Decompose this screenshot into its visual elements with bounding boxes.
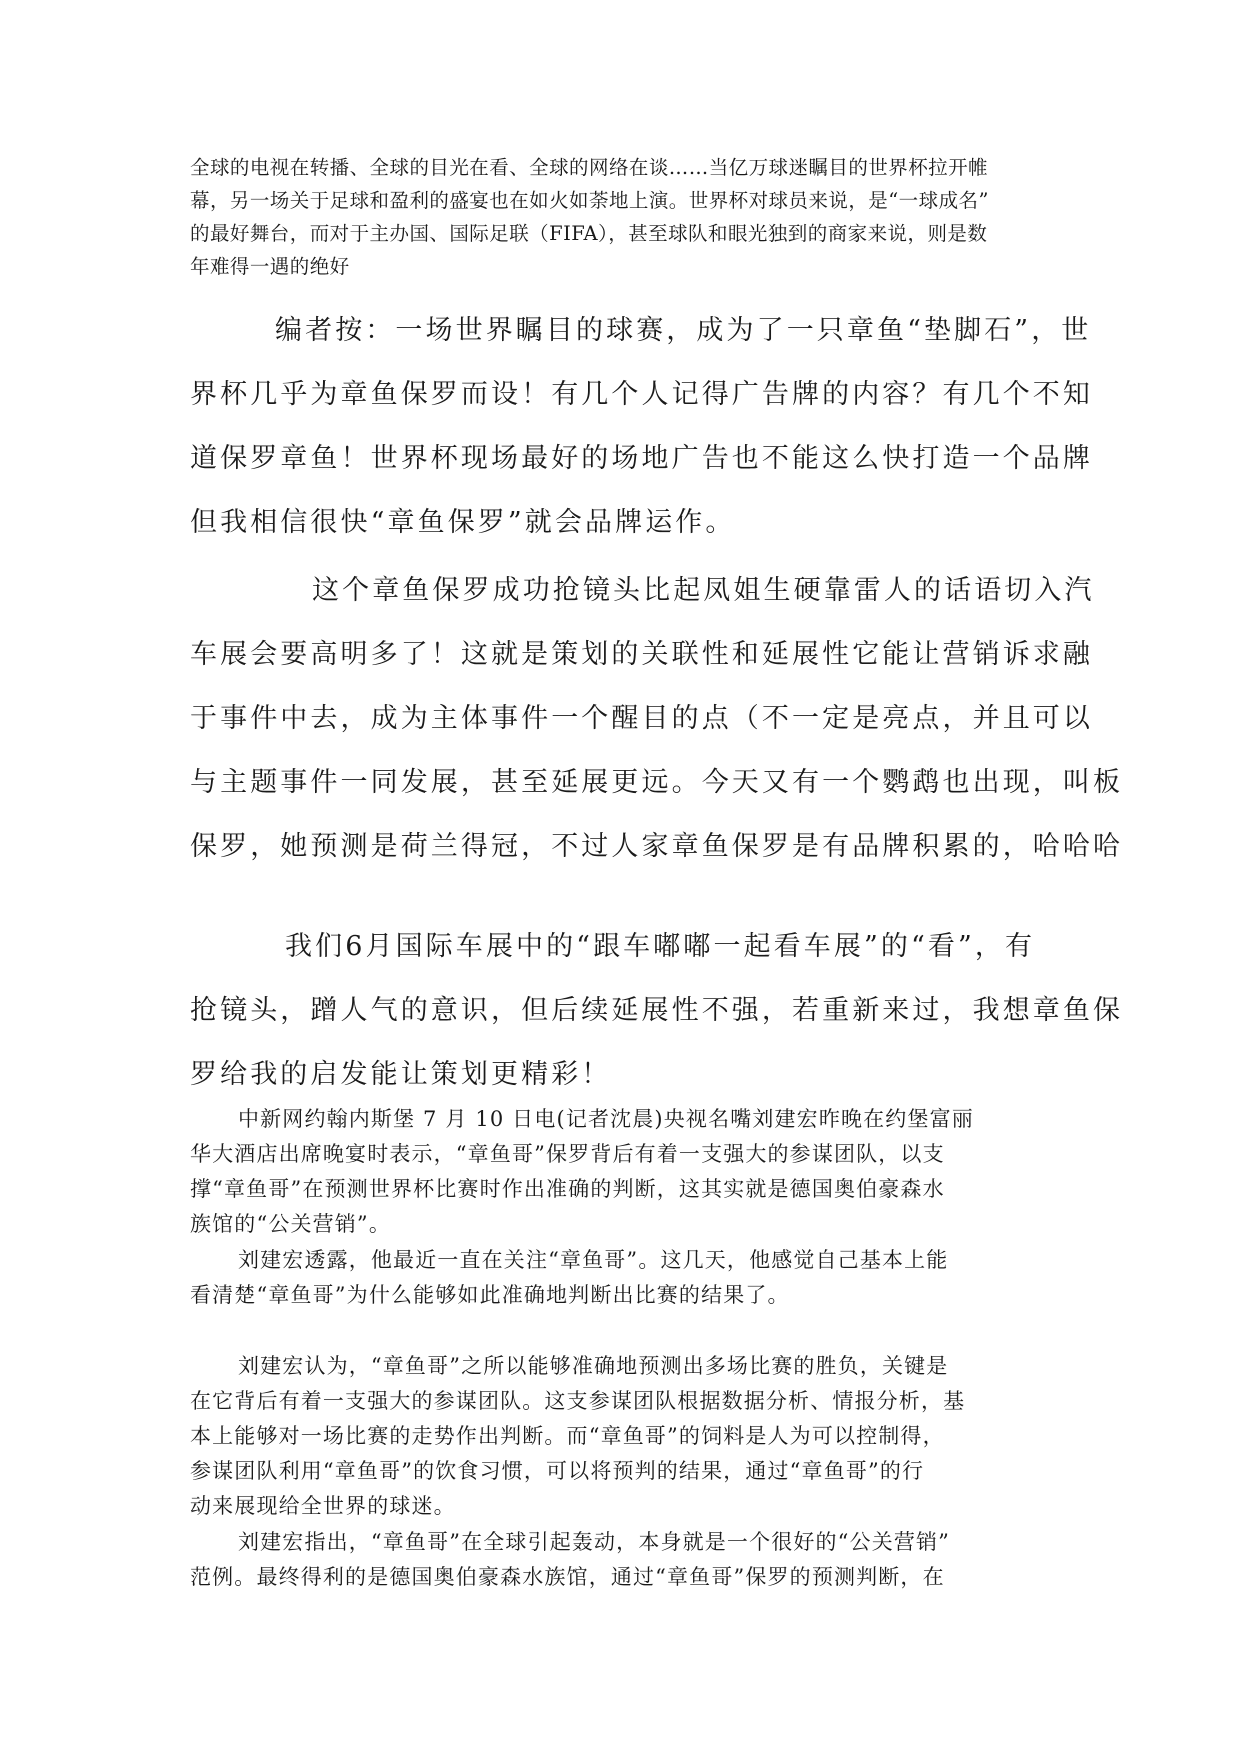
news-line: 范例。最终得利的是德国奥伯豪森水族馆，通过“章鱼哥”保罗的预测判断，在	[190, 1565, 945, 1589]
commentary-line: 车展会要高明多了！这就是策划的关联性和延展性它能让营销诉求融	[190, 639, 1093, 670]
news-line: 本上能够对一场比赛的走势作出判断。而“章鱼哥”的饲料是人为可以控制得，	[190, 1424, 945, 1448]
news-line: 刘建宏指出，“章鱼哥”在全球引起轰动，本身就是一个很好的“公关营销”	[238, 1530, 951, 1554]
editor-note-line: 编者按：一场世界瞩目的球赛，成为了一只章鱼“垫脚石”，世	[275, 315, 1092, 346]
editor-note-line: 界杯几乎为章鱼保罗而设！有几个人记得广告牌的内容？有几个不知	[190, 379, 1093, 410]
intro-line: 的最好舞台，而对于主办国、国际足联（FIFA），甚至球队和眼光独到的商家来说，则是数	[190, 222, 988, 245]
news-line: 中新网约翰内斯堡 7 月 10 日电(记者沈晨)央视名嘴刘建宏昨晚在约堡富丽	[238, 1107, 974, 1131]
auto-show-line: 我们6月国际车展中的“跟车嘟嘟一起看车展”的“看”，有	[285, 931, 1036, 962]
news-line: 刘建宏认为，“章鱼哥”之所以能够准确地预测出多场比赛的胜负，关键是	[238, 1354, 949, 1378]
commentary-line: 于事件中去，成为主体事件一个醒目的点（不一定是亮点，并且可以	[190, 703, 1093, 734]
auto-show-line: 罗给我的启发能让策划更精彩！	[190, 1059, 612, 1090]
intro-line: 幕，另一场关于足球和盈利的盛宴也在如火如荼地上演。世界杯对球员来说，是“一球成名”	[190, 189, 989, 212]
intro-line: 年难得一遇的绝好	[190, 255, 350, 278]
editor-note-line: 道保罗章鱼！世界杯现场最好的场地广告也不能这么快打造一个品牌	[190, 443, 1093, 474]
news-line: 参谋团队利用“章鱼哥”的饮食习惯，可以将预判的结果，通过“章鱼哥”的行	[190, 1459, 925, 1483]
news-line: 动来展现给全世界的球迷。	[190, 1494, 456, 1518]
commentary-line: 这个章鱼保罗成功抢镜头比起凤姐生硬靠雷人的话语切入汽	[312, 575, 1095, 606]
news-line: 族馆的“公关营销”。	[190, 1212, 391, 1236]
commentary-line: 与主题事件一同发展，甚至延展更远。今天又有一个鹦鹉也出现，叫板	[190, 767, 1124, 798]
news-line: 华大酒店出席晚宴时表示，“章鱼哥”保罗背后有着一支强大的参谋团队，以支	[190, 1142, 945, 1166]
commentary-line: 保罗，她预测是荷兰得冠，不过人家章鱼保罗是有品牌积累的，哈哈哈	[190, 831, 1124, 862]
auto-show-line: 抢镜头，蹭人气的意识，但后续延展性不强，若重新来过，我想章鱼保	[190, 995, 1124, 1026]
news-line: 在它背后有着一支强大的参谋团队。这支参谋团队根据数据分析、情报分析，基	[190, 1389, 966, 1413]
editor-note-line: 但我相信很快“章鱼保罗”就会品牌运作。	[190, 507, 736, 538]
news-line: 撑“章鱼哥”在预测世界杯比赛时作出准确的判断，这其实就是德国奥伯豪森水	[190, 1177, 945, 1201]
news-line: 刘建宏透露，他最近一直在关注“章鱼哥”。这几天，他感觉自己基本上能	[238, 1248, 949, 1272]
news-line: 看清楚“章鱼哥”为什么能够如此准确地判断出比赛的结果了。	[190, 1283, 790, 1307]
intro-line: 全球的电视在转播、全球的目光在看、全球的网络在谈……当亿万球迷瞩目的世界杯拉开帷	[190, 156, 989, 179]
